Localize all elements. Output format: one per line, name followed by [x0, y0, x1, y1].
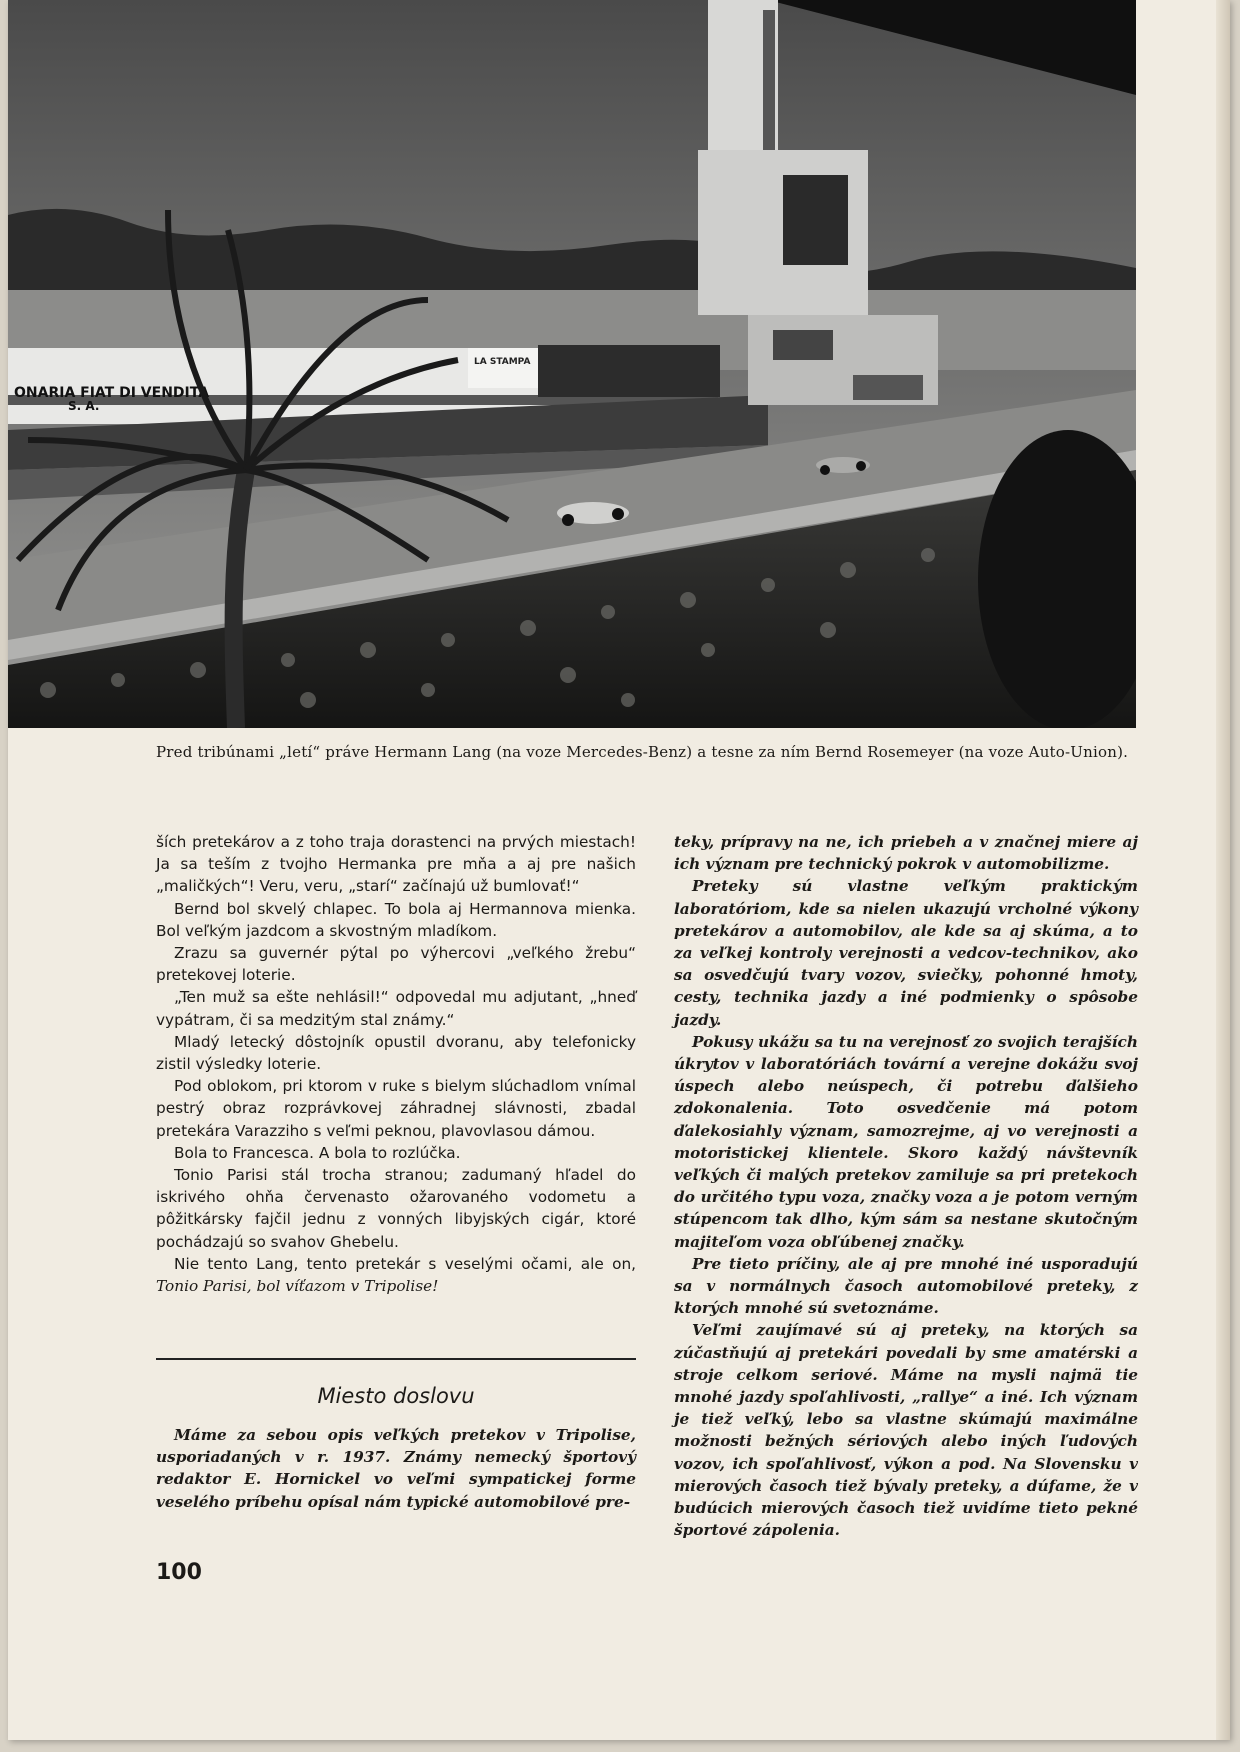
paragraph: teky, prípravy na ne, ich priebeh a v značnej miere aj ich význam pre technický pokrok v automobilizme. [674, 833, 1138, 874]
paragraph: „Ten muž sa ešte nehlásil!“ odpovedal mu adjutant, „hneď vypátram, či sa medzitým stal známy.“ [156, 988, 636, 1029]
paragraph: Bernd bol skvelý chlapec. To bola aj Hermannova mienka. Bol veľkým jazdcom a skvostným mladíkom. [156, 899, 636, 940]
paragraph: Bola to Francesca. A bola to rozlúčka. [174, 1143, 461, 1162]
final-text: Nie tento Lang, tento pretekár s veselými očami, ale on, [174, 1254, 636, 1273]
final-emphasis: Tonio Parisi, bol víťazom v Tripolise! [156, 1277, 439, 1296]
afterword-paragraph: Máme za sebou opis veľkých pretekov v Tripolise, usporiadaných v r. 1937. Známy nemecký športový redaktor E. Hornickel vo veľmi sympatickej forme veselého príbehu opísal nám typické automobilové pre- [156, 1426, 636, 1511]
paragraph: Preteky sú vlastne veľkým praktickým laboratóriom, kde sa nielen ukazujú vrcholné výkony pretekárov a automobilov, ale kde sa aj skúma, a to za veľkej kontroly verejnosti a vedcov-technikov, ako sa osvedčujú tvary vozov, sviečky, pohonné hmoty, cesty, technika jazdy a iné podmienky o spôsobe jazdy. [674, 877, 1138, 1029]
paragraph: Zrazu sa guvernér pýtal po výhercovi „veľkého žrebu“ pretekovej loterie. [156, 944, 636, 985]
banner-stampa: LA STAMPA [474, 357, 531, 367]
photo-caption: Pred tribúnami „letí“ práve Hermann Lang (na voze Mercedes-Benz) a tesne za ním Bernd Rosemeyer (na voze Auto-Union). [156, 743, 1129, 761]
banner-fiat: ONARIA FIAT DI VENDITA [14, 385, 210, 401]
paragraph: Pre tieto príčiny, ale aj pre mnohé iné usporadujú sa v normálnych časoch automobilové preteky, z ktorých mnohé sú svetoznáme. [674, 1254, 1138, 1318]
paragraph: Pod oblokom, pri ktorom v ruke s bielym slúchadlom vnímal pestrý obraz rozprávkovej záhradnej slávnosti, zbadal pretekára Varazziho s veľmi peknou, plavovlasou dámou. [156, 1077, 636, 1140]
paragraph: Veľmi zaujímavé sú aj preteky, na ktorých sa zúčastňujú aj pretekári povedali by sme amatérski a stroje celkom seriové. Máme na mysli najmä tie mnohé jazdy spoľahlivosti, „rallye“ a iné. Ich význam je tiež veľký, lebo sa vlastne skúmajú maximálne možnosti bežných sériových alebo iných ľudových vozov, ich spoľahlivosť, výkon a pod. Na Slovensku v mierových časoch tiež bývaly preteky, a dúfame, že v budúcich mierových časoch tiež uvidíme tieto pekné športové zápolenia. [674, 1321, 1138, 1540]
page-edge [1216, 0, 1230, 1740]
magazine-page [8, 0, 1230, 1740]
race-photo-drawing [8, 0, 1136, 728]
paragraph-final [156, 1253, 636, 1297]
paragraph: ších pretekárov a z toho traja dorastenci na prvých miestach! Ja sa teším z tvojho Hermanka pre mňa a aj pre našich „maličkých“! Veru, veru, „starí“ začínajú už bumlovať!“ [156, 833, 636, 896]
section-title: Miesto doslovu [317, 1384, 475, 1408]
afterword-column-right [674, 831, 1138, 1542]
section-divider [156, 1358, 636, 1360]
afterword [156, 1424, 636, 1513]
paragraph: Pokusy ukážu sa tu na verejnosť zo svojich terajších úkrytov v laboratóriách tovární a verejne dokážu svoj úspech alebo neúspech, či potrebu ďalšieho zdokonalenia. Toto osvedčenie má potom ďalekosiahly význam, samozrejme, aj vo verejnosti a motoristickej klientele. Skoro každý návštevník veľkých či malých pretekov zamiluje sa pri pretekoch do určitého typu voza, značky voza a je potom verným stúpencom tak dlho, kým sám sa nestane skutočným majiteľom voza obľúbenej značky. [674, 1032, 1138, 1251]
paragraph: Tonio Parisi stál trocha stranou; zadumaný hľadel do iskrivého ohňa červenasto ožarovaného vodometu a pôžitkársky fajčil jednu z vonných libyjských cigár, ktoré pochádzajú so svahov Ghebelu. [156, 1166, 636, 1251]
story-column-left [156, 831, 636, 1297]
paragraph: Mladý letecký dôstojník opustil dvoranu, aby telefonicky zistil výsledky loterie. [156, 1032, 636, 1074]
race-photo [8, 0, 1136, 728]
banner-sa: S. A. [68, 399, 100, 413]
page-number: 100 [156, 1560, 202, 1585]
